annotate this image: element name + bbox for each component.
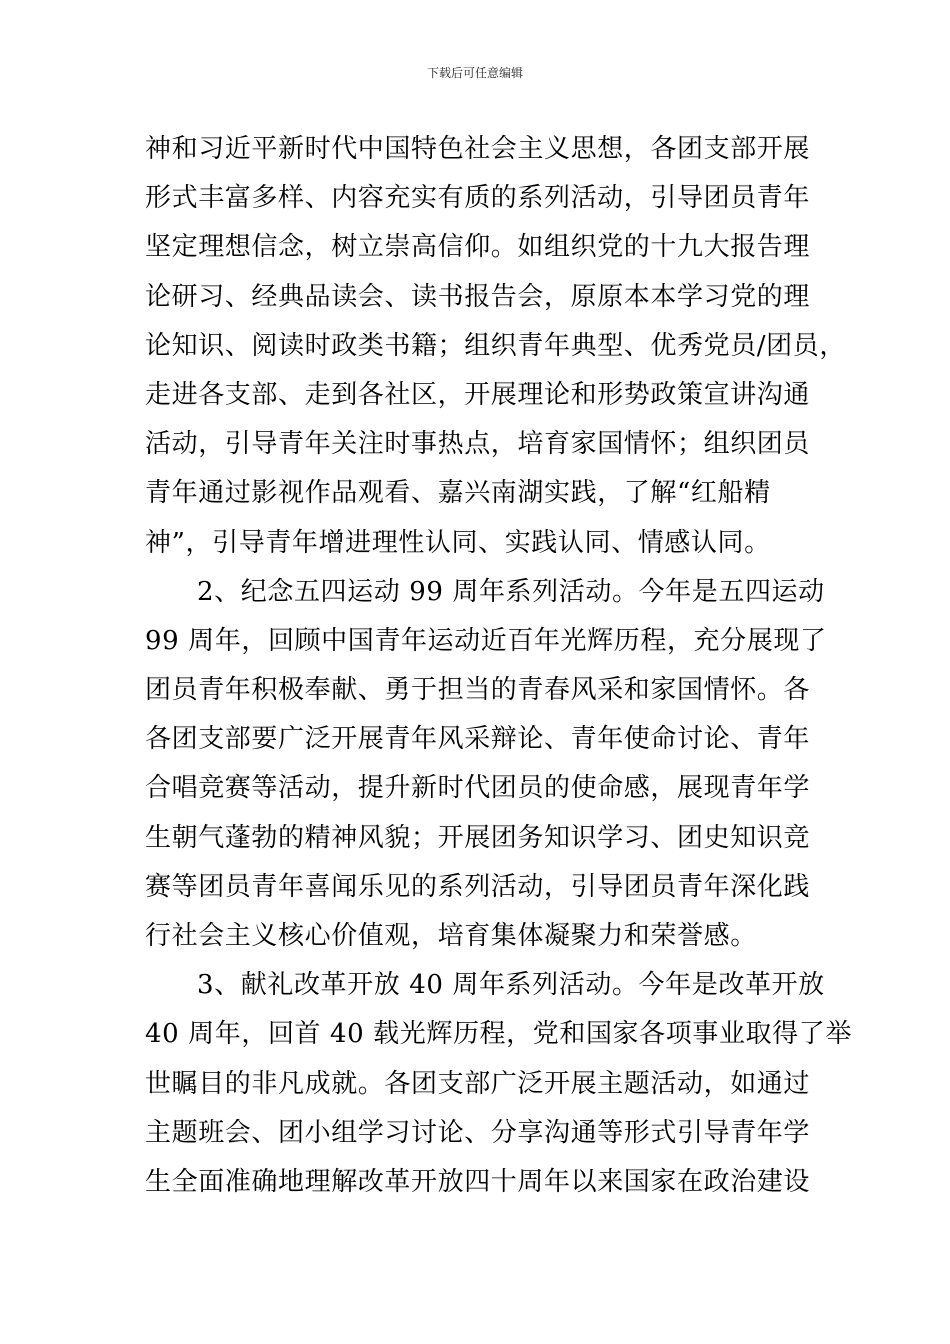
text-line: 40 周年，回首 40 载光辉历程，党和国家各项事业取得了举 (145, 1019, 852, 1050)
text-line: 青年通过影视作品观看、嘉兴南湖实践，了解“红船精 (145, 478, 771, 509)
text-line: 3、献礼改革开放 40 周年系列活动。今年是改革开放 (197, 970, 825, 1001)
text-line: 2、纪念五四运动 99 周年系列活动。今年是五四运动 (197, 576, 825, 607)
text-line: 生朝气蓬勃的精神风貌；开展团务知识学习、团史知识竞 (145, 822, 811, 853)
text-line: 99 周年，回顾中国青年运动近百年光辉历程，充分展现了 (145, 625, 827, 656)
text-line: 神”，引导青年增进理性认同、实践认同、情感认同。 (145, 527, 771, 558)
text-line: 论知识、阅读时政类书籍；组织青年典型、优秀党员/团员， (145, 330, 846, 361)
text-line: 赛等团员青年喜闻乐见的系列活动，引导团员青年深化践 (145, 871, 811, 902)
text-line: 神和习近平新时代中国特色社会主义思想，各团支部开展 (145, 134, 811, 164)
text-line: 活动，引导青年关注时事热点，培育家国情怀；组织团员 (145, 429, 811, 460)
text-line: 团员青年积极奉献、勇于担当的青春风采和家国情怀。各 (145, 675, 811, 706)
text-line: 主题班会、团小组学习讨论、分享沟通等形式引导青年学 (145, 1117, 811, 1148)
text-line: 各团支部要广泛开展青年风采辩论、青年使命讨论、青年 (145, 724, 811, 755)
text-line: 行社会主义核心价值观，培育集体凝聚力和荣誉感。 (145, 921, 757, 951)
text-line: 坚定理想信念，树立崇高信仰。如组织党的十九大报告理 (145, 232, 811, 263)
text-line: 合唱竞赛等活动，提升新时代团员的使命感，展现青年学 (145, 773, 811, 804)
page-header: 下载后可任意编辑 (426, 66, 523, 80)
text-line: 世瞩目的非凡成就。各团支部广泛开展主题活动，如通过 (145, 1068, 811, 1099)
text-line: 形式丰富多样、内容充实有质的系列活动，引导团员青年 (145, 183, 811, 214)
document-body (145, 125, 852, 1207)
text-line: 生全面准确地理解改革开放四十周年以来国家在政治建设 (145, 1166, 811, 1197)
text-line: 走进各支部、走到各社区，开展理论和形势政策宣讲沟通 (145, 379, 811, 410)
text-line: 论研习、经典品读会、读书报告会，原原本本学习党的理 (145, 281, 811, 312)
